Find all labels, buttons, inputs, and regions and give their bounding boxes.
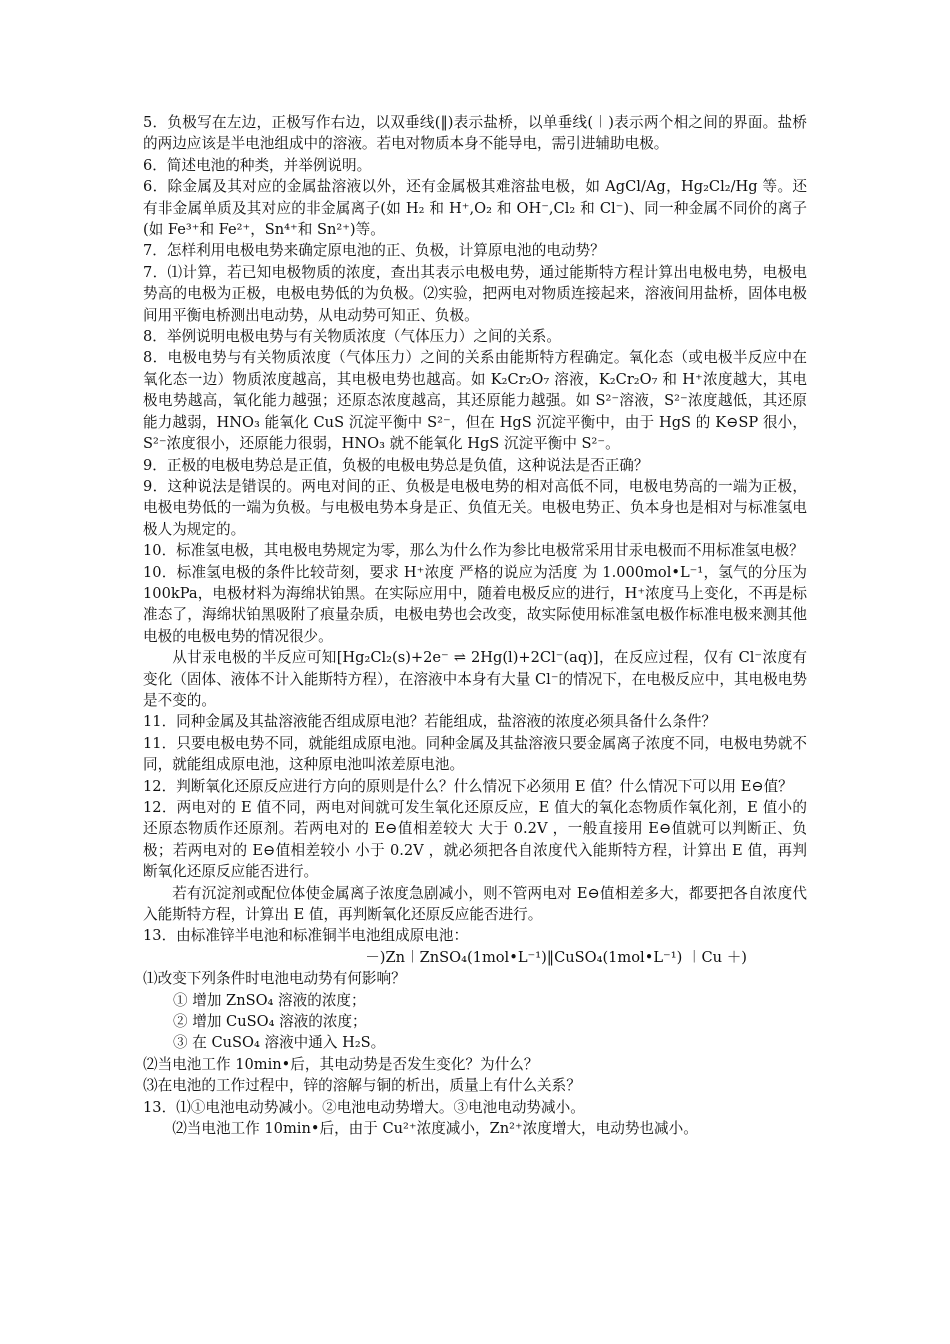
paragraph: 从甘汞电极的半反应可知[Hg₂Cl₂(s)+2e⁻ ⇌ 2Hg(l)+2Cl⁻(aq)]，在反应过程，仅有 Cl⁻浓度有变化（固体、液体不计入能斯特方程），在溶液中本身有大量 Cl⁻的情况下，在电极反应中，其电极电势是不变的。 xyxy=(143,649,807,709)
paragraph: 12．判断氧化还原反应进行方向的原则是什么？什么情况下必须用 E 值？什么情况下可以用 E⊖值？ xyxy=(143,777,793,795)
paragraph: 11．同种金属及其盐溶液能否组成原电池？若能组成，盐溶液的浓度必须具备什么条件？ xyxy=(143,713,717,731)
paragraph: 6．除金属及其对应的金属盐溶液以外，还有金属极其难溶盐电极，如 AgCl/Ag，Hg₂Cl₂/Hg 等。还有非金属单质及其对应的非金属离子(如 H₂ 和 H⁺,O₂ 和 OH⁻,Cl₂ 和 Cl⁻)、同一种金属不同价的离子(如 Fe³⁺和 Fe²⁺，Sn⁴⁺和 Sn²⁺)等。 xyxy=(143,178,807,239)
paragraph: 若有沉淀剂或配位体使金属离子浓度急剧减小，则不管两电对 E⊖值相差多大，都要把各自浓度代入能斯特方程，计算出 E 值，再判断氧化还原反应能否进行。 xyxy=(143,884,807,924)
paragraph: 8．电极电势与有关物质浓度（气体压力）之间的关系由能斯特方程确定。氧化态（或电极半反应中在氧化态一边）物质浓度越高，其电极电势也越高。如 K₂Cr₂O₇ 溶液，K₂Cr₂O₇ 和 H⁺浓度越大，其电极电势越高，氧化能力越强；还原态浓度越高，其还原能力越强。如 S²⁻溶液，S²⁻浓度越低，其还原能力越弱，HNO₃ 能氧化 CuS 沉淀平衡中 S²⁻，但在 HgS 沉淀平衡中，由于 HgS 的 K⊖SP 很小，S²⁻浓度很小，还原能力很弱，HNO₃ 就不能氧化 HgS 沉淀平衡中 S²⁻。 xyxy=(143,349,807,453)
list-item: ② 增加 CuSO₄ 溶液的浓度； xyxy=(173,1013,367,1031)
paragraph: 5．负极写在左边，正极写作右边，以双垂线(‖)表示盐桥，以单垂线(︱)表示两个相之间的界面。盐桥的两边应该是半电池组成中的溶液。若电对物质本身不能导电，需引进辅助电极。 xyxy=(143,114,807,153)
paragraph: 7．⑴计算，若已知电极物质的浓度，查出其表示电极电势，通过能斯特方程计算出电极电势，电极电势高的电极为正极，电极电势低的为负极。⑵实验，把两电对物质连接起来，溶液间用盐桥，固体电极间用平衡电桥测出电动势，从电动势可知正、负极。 xyxy=(143,263,807,324)
paragraph: 6．简述电池的种类，并举例说明。 xyxy=(143,156,372,174)
paragraph: 8．举例说明电极电势与有关物质浓度（气体压力）之间的关系。 xyxy=(143,328,561,346)
paragraph: 13．由标准锌半电池和标准铜半电池组成原电池： xyxy=(143,927,469,945)
paragraph: ⑶在电池的工作过程中，锌的溶解与铜的析出，质量上有什么关系？ xyxy=(143,1077,581,1095)
paragraph: ⑵当电池工作 10min•后，其电动势是否发生变化？为什么？ xyxy=(143,1055,539,1073)
paragraph: 9．这种说法是错误的。两电对间的正、负极是电极电势的相对高低不同，电极电势高的一端为正极，电极电势低的一端为负极。与电极电势本身是正、负值无关。电极电势正、负本身也是相对与标准氢电极人为规定的。 xyxy=(143,477,807,538)
document-body xyxy=(143,112,807,1140)
cell-notation: －)Zn︱ZnSO₄(1mol•L⁻¹)‖CuSO₄(1mol•L⁻¹) ︱Cu ＋) xyxy=(365,948,747,966)
paragraph: 10．标准氢电极的条件比较苛刻，要求 H⁺浓度 严格的说应为活度 为 1.000mol•L⁻¹，氢气的分压为 100kPa，电极材料为海绵状铂黑。在实际应用中，随着电极反应的进行，H⁺浓度马上变化，不再是标准态了，海绵状铂黑吸附了痕量杂质，电极电势也会改变，故实际使用标准氢电极作标准电极来测其他电极的电极电势的情况很少。 xyxy=(143,563,807,645)
paragraph: ⑵当电池工作 10min•后，由于 Cu²⁺浓度减小，Zn²⁺浓度增大，电动势也减小。 xyxy=(172,1120,698,1138)
list-item: ③ 在 CuSO₄ 溶液中通入 H₂S。 xyxy=(173,1034,386,1052)
paragraph: ⑴改变下列条件时电池电动势有何影响？ xyxy=(143,970,406,988)
list-item: ① 增加 ZnSO₄ 溶液的浓度； xyxy=(173,991,366,1009)
paragraph: 7．怎样利用电极电势来确定原电池的正、负极，计算原电池的电动势？ xyxy=(143,242,605,260)
paragraph: 10．标准氢电极，其电极电势规定为零，那么为什么作为参比电极常采用甘汞电极而不用标准氢电极？ xyxy=(143,542,804,560)
paragraph: 11．只要电极电势不同，就能组成原电池。同种金属及其盐溶液只要金属离子浓度不同，电极电势就不同，就能组成原电池，这种原电池叫浓差原电池。 xyxy=(143,734,807,774)
paragraph: 13．⑴①电池电动势减小。②电池电动势增大。③电池电动势减小。 xyxy=(143,1098,585,1116)
paragraph: 9．正极的电极电势总是正值，负极的电极电势总是负值，这种说法是否正确？ xyxy=(143,456,649,474)
paragraph: 12．两电对的 E 值不同，两电对间就可发生氧化还原反应，E 值大的氧化态物质作氧化剂，E 值小的还原态物质作还原剂。若两电对的 E⊖值相差较大 大于 0.2V ，一般直接用 E⊖值就可以判断正、负极；若两电对的 E⊖值相差较小 小于 0.2V ，就必须把各自浓度代入能斯特方程，计算出 E 值，再判断氧化还原反应能否进行。 xyxy=(143,799,807,881)
